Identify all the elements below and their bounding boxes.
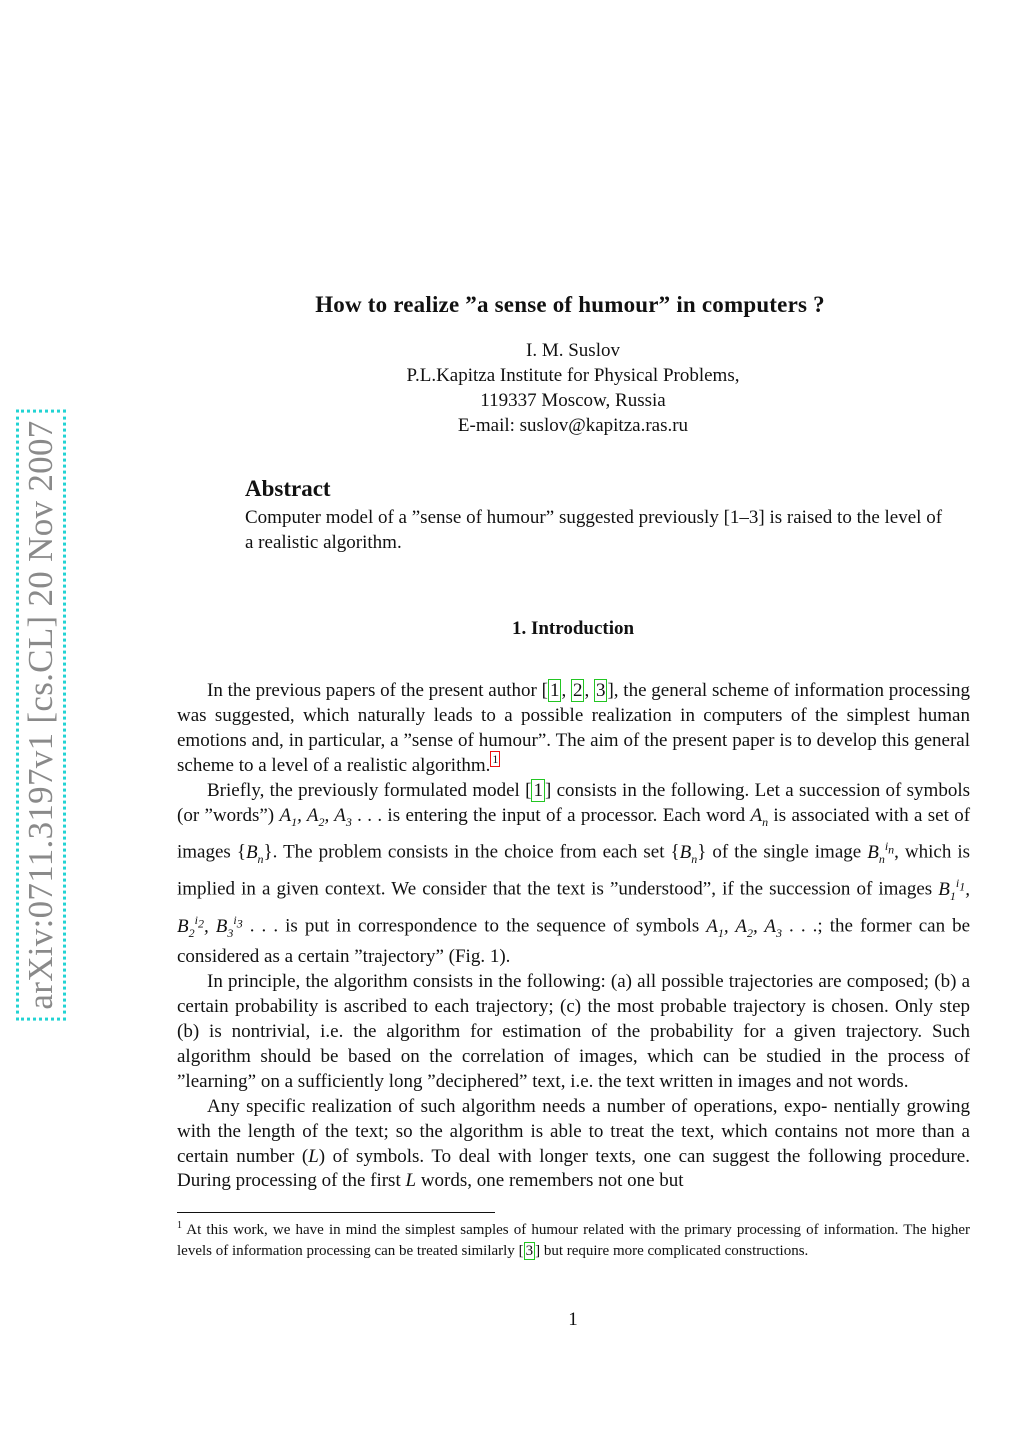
footnote-link[interactable]: 1 — [492, 752, 499, 767]
p2-text-e: }. The problem consists in the choice from each set { — [263, 841, 680, 863]
p1-text-a: In the previous papers of the present author — [207, 680, 542, 701]
p2-text-d: is associated with a set of images { — [177, 804, 971, 863]
abstract-text: Computer model of a ”sense of humour” suggested previously [1–3] is raised to the level of a realistic algorithm. — [245, 507, 943, 553]
page-number: 1 — [568, 1309, 578, 1330]
footnote-text-a: At this work, we have in mind the simplest samples of humour related with the primary processing of information. The higher levels of information processing can be treated similarly — [177, 1222, 970, 1259]
arxiv-stamp-area — [17, 416, 65, 1014]
citation-link[interactable]: 3 — [525, 1243, 534, 1259]
citation-link[interactable]: 1 — [549, 680, 560, 701]
paragraph-4 — [177, 1095, 970, 1195]
section-heading: 1. Introduction — [511, 618, 635, 639]
footnote: $^1$ At this work, we have in mind the simplest samples of humour related with the primary processing of information. The higher levels of information processing can be treated similarly [ 3 ] but require more complicated constructions. — [177, 1220, 970, 1259]
citation-group: [ 1 , 2 , 3 ] — [541, 680, 614, 701]
body-text — [177, 679, 970, 1194]
paragraph-1 — [177, 679, 970, 779]
citation-link[interactable]: 2 — [572, 680, 583, 701]
p2-text-i: ; the former can be considered as a certain ”trajectory” (Fig. 1). — [177, 915, 971, 968]
p2-text-g: , which is implied in a given context. We consider that the text is ”understood”, if the succession of images — [177, 841, 971, 900]
math-symbol: $B_n$ — [245, 841, 264, 866]
affiliation-line-2: 119337 Moscow, Russia — [480, 390, 666, 411]
math-symbols: $A_1$, $A_2$, $A_3$ — [279, 804, 352, 829]
footnote-mark: 1 — [177, 1220, 182, 1231]
p1-text-b: , the general scheme of information processing was suggested, which naturally leads to a possible realization in computers of the simplest human emotions and, in particular, a ”sense of humour”. The aim of the present paper is to develop this general scheme to a level of a realistic algorithm. — [177, 680, 970, 776]
math-symbol: L — [405, 1170, 417, 1192]
math-symbols: $B_1^{i_1}$, $B_2^{i_2}$, $B_3^{i_3}$ — [177, 876, 970, 940]
paragraph-2: Briefly, the previously formulated model [ 1 ] consists in the following. Let a succession of symbols (or ”words”) $A_1$, $A_2$, $A_3$ . . . is entering the input of a processor. Each word $A_n$ is associated with a set of images $\{B_n\}$. The problem consists in the choice from each set $\{B_n\}$ of the single image $B_n^{i_n}$, which is implied in a given context. We consider that the text is ”understood”, if the succession of images $B_1^{i_1}$, $B_2^{i_2}$, $B_3^{i_3}$ . . . is put in correspondence to the sequence of symbols $A_1$, $A_2$, $A_3$ . . .; the former can be considered as a certain ”trajectory” (Fig. 1). — [177, 779, 971, 968]
math-symbol: $A_n$ — [750, 804, 769, 829]
citation-link[interactable]: 3 — [595, 680, 606, 701]
paragraph-3: In principle, the algorithm consists in the following: (a) all possible trajectories are composed; (b) a certain probability is ascribed to each trajectory; (c) the most probable trajectory is chosen. Only step (b) is nontrivial, i.e. the algorithm for estimation of the probability for a given trajectory. Such algorithm should be based on the correlation of images, which can be studied in the process of ”learning” on a sufficiently long ”deciphered” text, i.e. the text written in images and not words. — [177, 971, 970, 1092]
p4-text-a: Any specific realization of such algorithm needs a number of operations, expo- nentially growing with the length of the text; so the algorithm is able to treat the text, which contains not more than a certain number ( — [177, 1095, 970, 1167]
p2-text-f: } of the single image — [697, 841, 868, 863]
p4-text-c: words, one remembers not one but — [416, 1170, 684, 1192]
p2-text-a: Briefly, the previously formulated model — [207, 779, 526, 801]
citation-link[interactable]: 1 — [533, 779, 543, 801]
footnote-rule — [177, 1212, 495, 1213]
author-name: I. M. Suslov — [526, 340, 620, 361]
arxiv-stamp[interactable]: arXiv:0711.3197v1 [cs.CL] 20 Nov 2007 — [16, 409, 66, 1020]
abstract-heading: Abstract — [245, 476, 331, 501]
math-symbol: L — [308, 1145, 319, 1167]
p2-text-b: consists in the following. Let a succession of symbols (or ”words”) — [177, 779, 970, 826]
author-email: E-mail: suslov@kapitza.ras.ru — [457, 415, 689, 436]
math-symbol: $B_n$ — [679, 841, 698, 866]
paper-title: How to realize ”a sense of humour” in computers ? — [315, 292, 825, 317]
p2-text-c: is entering the input of a processor. Each word — [382, 804, 751, 826]
p2-text-h: is put in correspondence to the sequence of symbols — [278, 915, 707, 937]
p4-text-b: ) of symbols. To deal with longer texts, one can suggest the following procedure. During processing of the first — [177, 1145, 970, 1192]
math-symbol: $B_n^{i_n}$ — [867, 839, 895, 866]
footnote-text-b: but require more complicated constructions. — [540, 1243, 809, 1259]
affiliation-line-1: P.L.Kapitza Institute for Physical Problems, — [406, 365, 740, 386]
math-symbols: $A_1$, $A_2$, $A_3$ — [706, 915, 782, 940]
